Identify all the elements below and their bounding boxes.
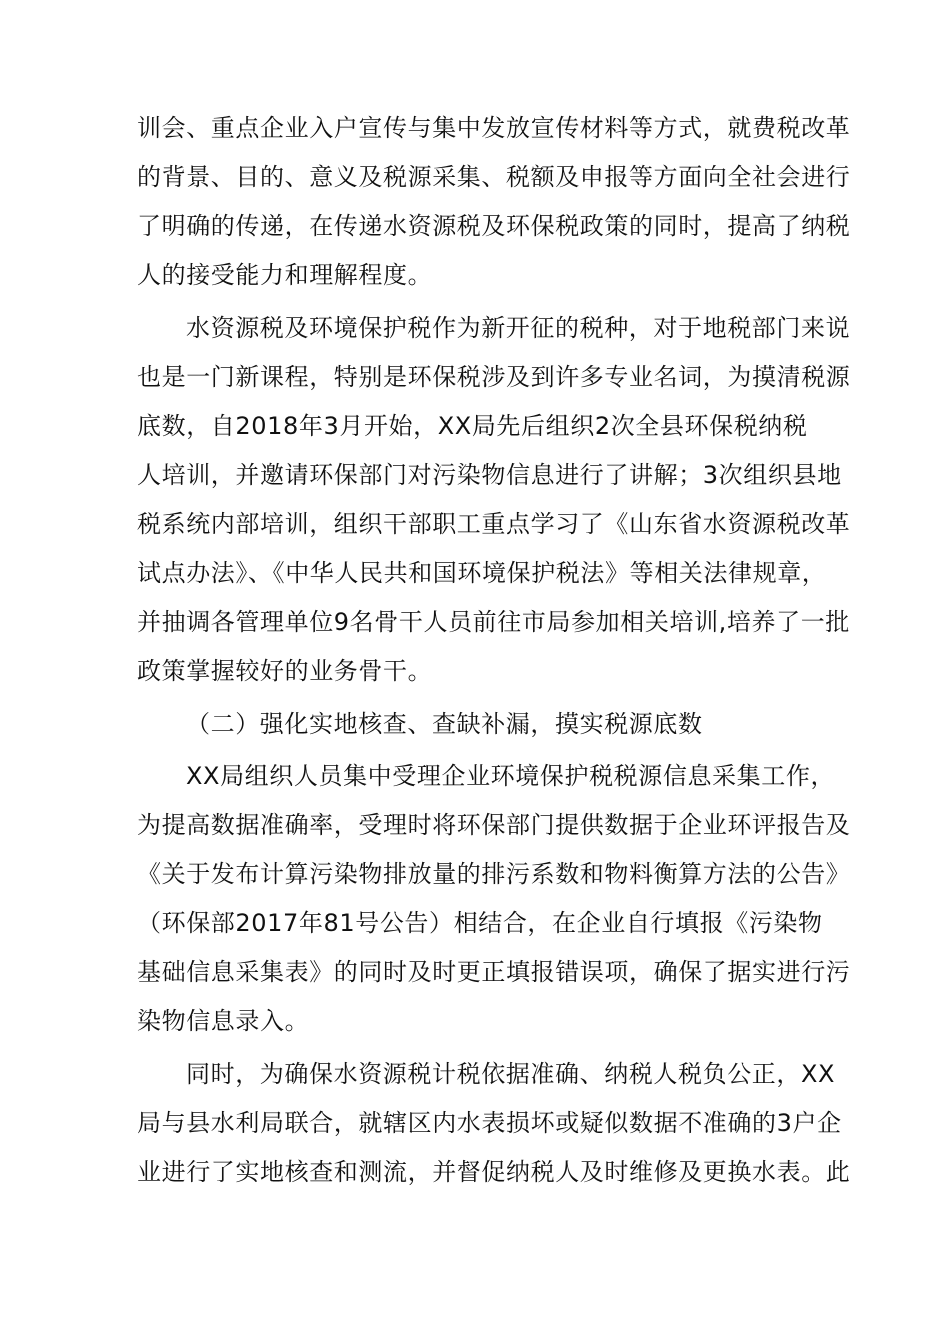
paragraph-4-line-2: 局与县水利局联合，就辖区内水表损坏或疑似数据不准确的3户企 (137, 1109, 842, 1137)
paragraph-3-line-6: 染物信息录入。 (137, 1007, 310, 1035)
paragraph-2-line-8: 政策掌握较好的业务骨干。 (137, 657, 433, 685)
paragraph-3-line-4: （环保部2017年81号公告）相结合，在企业自行填报《污染物 (137, 909, 823, 937)
paragraph-1-line-2: 的背景、目的、意义及税源采集、税额及申报等方面向全社会进行 (137, 163, 851, 191)
section-heading: （二）强化实地核查、查缺补漏，摸实税源底数 (186, 710, 703, 738)
paragraph-2-line-1: 水资源税及环境保护税作为新开征的税种，对于地税部门来说 (186, 314, 851, 342)
paragraph-2-line-5: 税系统内部培训，组织干部职工重点学习了《山东省水资源税改革 (137, 510, 851, 538)
paragraph-4-line-3: 业进行了实地核查和测流，并督促纳税人及时维修及更换水表。此 (137, 1158, 851, 1186)
paragraph-3-line-1: XX局组织人员集中受理企业环境保护税税源信息采集工作， (186, 762, 836, 790)
paragraph-3-line-3: 《关于发布计算污染物排放量的排污系数和物料衡算方法的公告》 (137, 860, 851, 888)
paragraph-2-line-7: 并抽调各管理单位9名骨干人员前往市局参加相关培训,培养了一批 (137, 608, 850, 636)
paragraph-3-line-5: 基础信息采集表》的同时及时更正填报错误项，确保了据实进行污 (137, 958, 851, 986)
paragraph-2-line-3: 底数，自2018年3月开始，XX局先后组织2次全县环保税纳税 (137, 412, 808, 440)
paragraph-4-line-1: 同时，为确保水资源税计税依据准确、纳税人税负公正，XX (186, 1060, 836, 1088)
paragraph-2-line-2: 也是一门新课程，特别是环保税涉及到许多专业名词，为摸清税源 (137, 363, 851, 391)
paragraph-1-line-1: 训会、重点企业入户宣传与集中发放宣传材料等方式，就费税改革 (137, 114, 851, 142)
paragraph-2-line-4: 人培训，并邀请环保部门对污染物信息进行了讲解；3次组织县地 (137, 461, 842, 489)
paragraph-2-line-6: 试点办法》、《中华人民共和国环境保护税法》等相关法律规章， (137, 559, 827, 587)
paragraph-1-line-4: 人的接受能力和理解程度。 (137, 261, 433, 289)
paragraph-3-line-2: 为提高数据准确率，受理时将环保部门提供数据于企业环评报告及 (137, 811, 851, 839)
paragraph-1-line-3: 了明确的传递，在传递水资源税及环保税政策的同时，提高了纳税 (137, 212, 851, 240)
